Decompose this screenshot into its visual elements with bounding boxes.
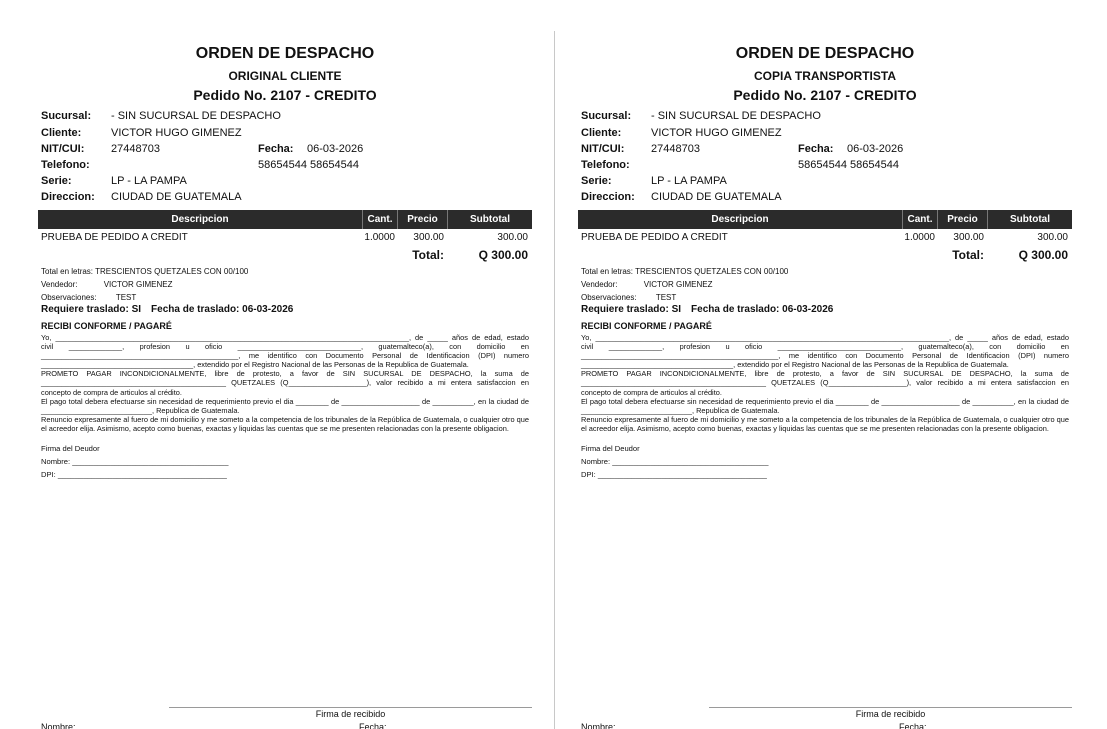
nombre-line: Nombre: _____________________________________ <box>41 457 229 466</box>
traslado-info <box>41 304 293 315</box>
row-cantidad: 1.0000 <box>904 232 935 243</box>
document-title: ORDEN DE DESPACHO <box>195 45 375 62</box>
telefono-label: Telefono: <box>581 159 630 171</box>
fecha-label: Fecha: <box>258 143 294 155</box>
nit-value: 27448703 <box>651 143 700 155</box>
table-header <box>38 210 532 229</box>
row-descripcion: PRUEBA DE PEDIDO A CREDIT <box>41 232 188 243</box>
pagare-p3: El pago total debera efectuarse sin necesidad de requerimiento previo el dia ________ de ___________________ de __________, en la ciudad de ___________________________, Republica de Guatemala. <box>581 396 1069 415</box>
pagare-p4: Renuncio expresamente al fuero de mi domicilio y me someto a la competencia de los tribunales de la República de Guatemala, o cualquier otro que el acreedor elija. Asimismo, acepto como buenas, exactas y liquidas las cuentas que se me presenten relacionadas con la presente obligacion. <box>581 414 1069 433</box>
pagare-p2: PROMETO PAGAR INCONDICIONALMENTE, libre de protesto, a favor de SIN SUCURSAL DE DESPACHO, la suma de _____________________________________________ QUETZALES (Q___________________), valor recibido a mi entera satisfaccion en concepto de compra de articulos al crédito. <box>41 369 529 397</box>
pagare-text <box>581 333 1069 433</box>
serie-value: LP - LA PAMPA <box>651 175 727 187</box>
row-subtotal: 300.00 <box>497 232 528 243</box>
col-precio: Precio <box>397 210 447 229</box>
sucursal-value: - SIN SUCURSAL DE DESPACHO <box>651 110 821 122</box>
fecha-traslado: Fecha de traslado: 06-03-2026 <box>691 304 834 315</box>
telefono-label: Telefono: <box>41 159 90 171</box>
total-label: Total: <box>952 248 984 262</box>
total-value: Q 300.00 <box>478 248 528 262</box>
vendedor <box>41 279 172 290</box>
footer-fecha: Fecha: <box>899 722 927 729</box>
serie-label: Serie: <box>41 175 72 187</box>
nit-label: NIT/CUI: <box>581 143 625 155</box>
fecha-traslado: Fecha de traslado: 06-03-2026 <box>151 304 294 315</box>
observaciones-label: Observaciones: <box>581 293 637 302</box>
copy-type: COPIA TRANSPORTISTA <box>753 69 896 83</box>
vendedor <box>581 279 712 290</box>
fecha-label: Fecha: <box>798 143 834 155</box>
sucursal-label: Sucursal: <box>581 110 632 122</box>
direccion-value: CIUDAD DE GUATEMALA <box>111 191 242 203</box>
pagare-p1: Yo, ______________________________________________________________________________________, de _____ años de edad, estado civil _____________, profesion u oficio ______________________________, guatemalteco(a), con domicilio en ________________________________________________, me identifico con Documento Personal de Identificacion (DPI) numero _____________________________________, extendido por el Registro Nacional de las Personas de la Republica de Guatemala. <box>581 333 1069 370</box>
observaciones-value: TEST <box>115 293 137 302</box>
pagare-p4: Renuncio expresamente al fuero de mi domicilio y me someto a la competencia de los tribunales de la República de Guatemala, o cualquier otro que el acreedor elija. Asimismo, acepto como buenas, exactas y liquidas las cuentas que se me presenten relacionadas con la presente obligacion. <box>41 414 529 433</box>
total-row <box>38 247 532 263</box>
col-descripcion: Descripcion <box>711 214 769 225</box>
total-letras-value: TRESCIENTOS QUETZALES CON 00/100 <box>95 267 249 276</box>
telefono-value: 58654544 58654544 <box>258 159 359 171</box>
order-number: Pedido No. 2107 - CREDITO <box>733 87 917 103</box>
firma-recibido: Firma de recibido <box>315 709 386 719</box>
col-precio: Precio <box>937 210 987 229</box>
pagare-p1: Yo, ______________________________________________________________________________________, de _____ años de edad, estado civil _____________, profesion u oficio ______________________________, guatemalteco(a), con domicilio en ________________________________________________, me identifico con Documento Personal de Identificacion (DPI) numero _____________________________________, extendido por el Registro Nacional de las Personas de la Republica de Guatemala. <box>41 333 529 370</box>
signature-line <box>169 707 532 708</box>
footer-nombre: Nombre: <box>41 722 76 729</box>
nit-value: 27448703 <box>111 143 160 155</box>
row-precio: 300.00 <box>413 232 444 243</box>
total-letras-label: Total en letras: <box>581 267 634 276</box>
col-cantidad: Cant. <box>902 210 937 229</box>
cliente-value: VICTOR HUGO GIMENEZ <box>651 127 782 139</box>
serie-value: LP - LA PAMPA <box>111 175 187 187</box>
pagare-text <box>41 333 529 433</box>
dpi-line: DPI: ________________________________________ <box>41 470 227 479</box>
sucursal-value: - SIN SUCURSAL DE DESPACHO <box>111 110 281 122</box>
table-header <box>578 210 1072 229</box>
telefono-value: 58654544 58654544 <box>798 159 899 171</box>
nombre-line: Nombre: _____________________________________ <box>581 457 769 466</box>
total-value: Q 300.00 <box>1018 248 1068 262</box>
fecha-value: 06-03-2026 <box>307 143 364 155</box>
row-descripcion: PRUEBA DE PEDIDO A CREDIT <box>581 232 728 243</box>
signature-line <box>709 707 1072 708</box>
observaciones <box>41 292 136 303</box>
col-cantidad: Cant. <box>362 210 397 229</box>
pagare-p3: El pago total debera efectuarse sin necesidad de requerimiento previo el dia ________ de ___________________ de __________, en la ciudad de ___________________________, Republica de Guatemala. <box>41 396 529 415</box>
total-label: Total: <box>412 248 444 262</box>
direccion-value: CIUDAD DE GUATEMALA <box>651 191 782 203</box>
table-row <box>38 231 532 245</box>
pagare-heading: RECIBI CONFORME / PAGARÉ <box>41 321 172 331</box>
col-descripcion: Descripcion <box>171 214 229 225</box>
observaciones-value: TEST <box>655 293 677 302</box>
page-divider <box>554 31 555 729</box>
total-letras <box>581 266 788 277</box>
vendedor-label: Vendedor: <box>581 280 618 289</box>
document-title: ORDEN DE DESPACHO <box>735 45 915 62</box>
row-cantidad: 1.0000 <box>364 232 395 243</box>
pagare-p2: PROMETO PAGAR INCONDICIONALMENTE, libre de protesto, a favor de SIN SUCURSAL DE DESPACHO, la suma de _____________________________________________ QUETZALES (Q___________________), valor recibido a mi entera satisfaccion en concepto de compra de articulos al crédito. <box>581 369 1069 397</box>
direccion-label: Direccion: <box>41 191 95 203</box>
nit-label: NIT/CUI: <box>41 143 85 155</box>
observaciones-label: Observaciones: <box>41 293 97 302</box>
cliente-label: Cliente: <box>41 127 82 139</box>
footer-nombre: Nombre: <box>581 722 616 729</box>
cliente-label: Cliente: <box>581 127 622 139</box>
order-page-original <box>38 0 532 729</box>
copy-type: ORIGINAL CLIENTE <box>228 69 342 83</box>
total-letras-label: Total en letras: <box>41 267 94 276</box>
total-letras <box>41 266 248 277</box>
order-number: Pedido No. 2107 - CREDITO <box>193 87 377 103</box>
serie-label: Serie: <box>581 175 612 187</box>
sucursal-label: Sucursal: <box>41 110 92 122</box>
firma-deudor: Firma del Deudor <box>41 444 100 453</box>
vendedor-value: VICTOR GIMENEZ <box>643 280 713 289</box>
col-subtotal: Subtotal <box>447 210 532 229</box>
total-letras-value: TRESCIENTOS QUETZALES CON 00/100 <box>635 267 789 276</box>
requiere-traslado: Requiere traslado: SI <box>41 304 142 315</box>
fecha-value: 06-03-2026 <box>847 143 904 155</box>
table-row <box>578 231 1072 245</box>
total-row <box>578 247 1072 263</box>
cliente-value: VICTOR HUGO GIMENEZ <box>111 127 242 139</box>
row-subtotal: 300.00 <box>1037 232 1068 243</box>
direccion-label: Direccion: <box>581 191 635 203</box>
row-precio: 300.00 <box>953 232 984 243</box>
pagare-heading: RECIBI CONFORME / PAGARÉ <box>581 321 712 331</box>
firma-recibido: Firma de recibido <box>855 709 926 719</box>
dpi-line: DPI: ________________________________________ <box>581 470 767 479</box>
col-subtotal: Subtotal <box>987 210 1072 229</box>
requiere-traslado: Requiere traslado: SI <box>581 304 682 315</box>
order-page-transportista <box>578 0 1072 729</box>
traslado-info <box>581 304 833 315</box>
vendedor-value: VICTOR GIMENEZ <box>103 280 173 289</box>
firma-deudor: Firma del Deudor <box>581 444 640 453</box>
observaciones <box>581 292 676 303</box>
footer-fecha: Fecha: <box>359 722 387 729</box>
vendedor-label: Vendedor: <box>41 280 78 289</box>
